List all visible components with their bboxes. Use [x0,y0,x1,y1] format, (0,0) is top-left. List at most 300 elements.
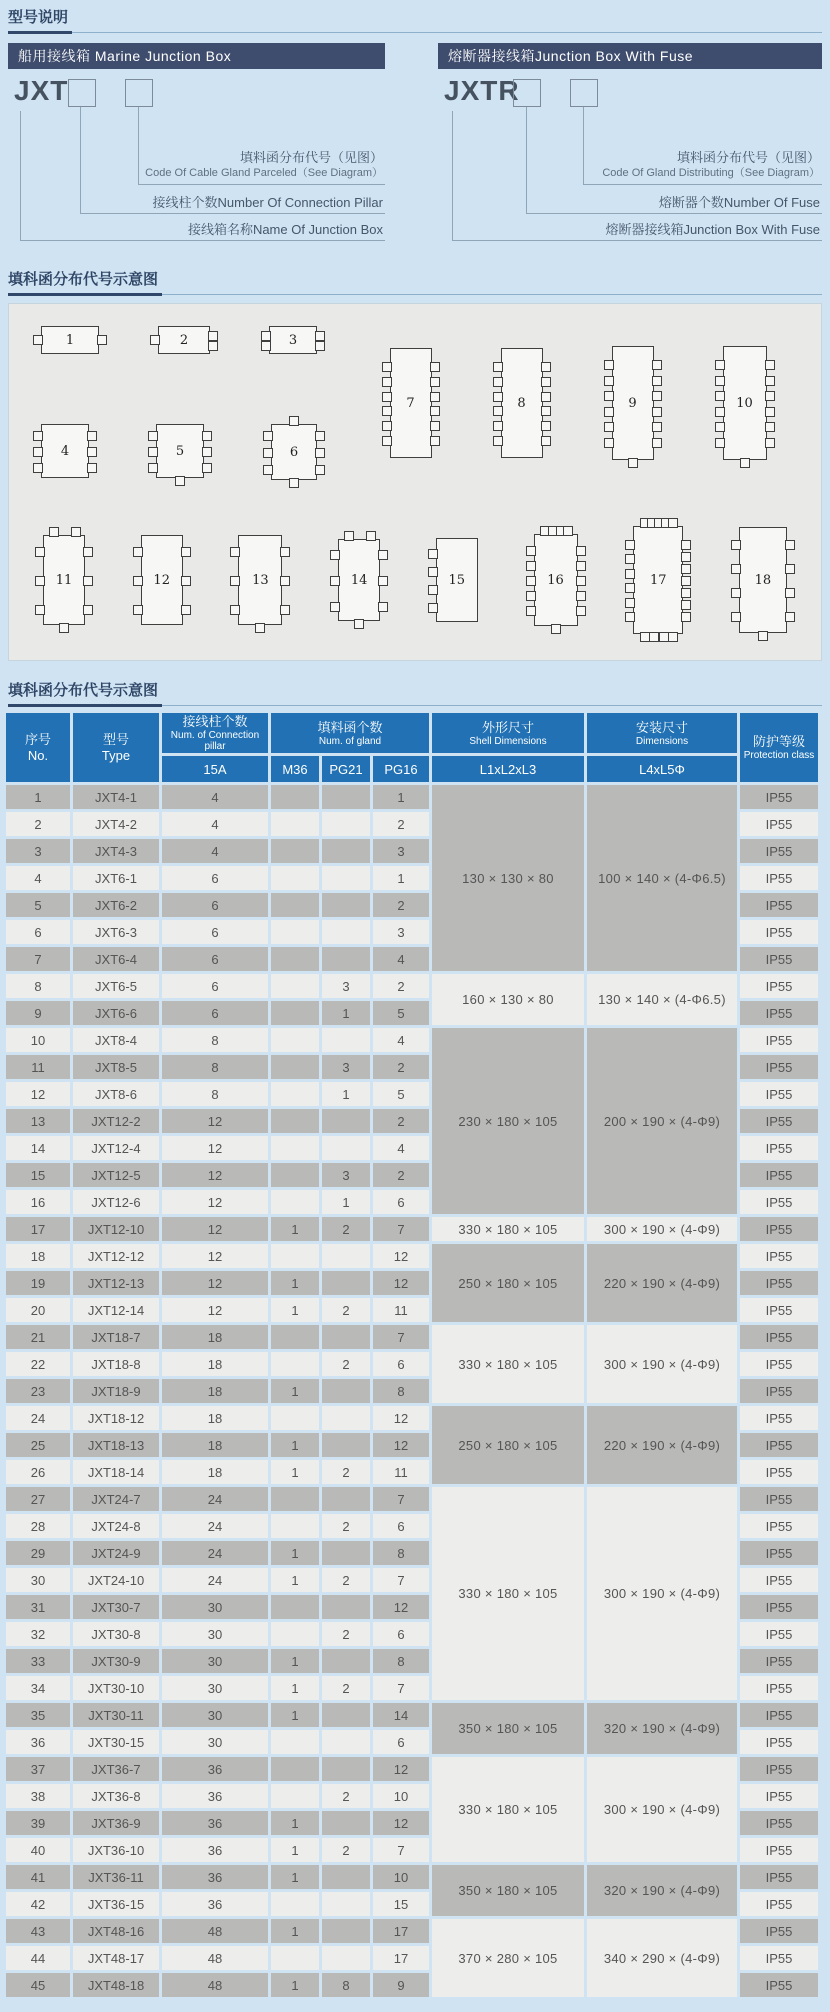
cable-gland-tab [541,362,551,372]
cell-protection-class: IP55 [740,1136,818,1160]
cable-gland-tab [382,392,392,402]
cell-15a: 24 [162,1487,268,1511]
connector-line [20,240,385,241]
cell-m36 [271,866,319,890]
cell-protection-class: IP55 [740,1379,818,1403]
connector-line [80,107,81,213]
cell-pg16: 12 [373,1811,429,1835]
gland-chip-2 [158,326,210,354]
diagram-tall-chips [329,320,801,486]
cell-m36: 1 [271,1973,319,1997]
cell-m36 [271,1487,319,1511]
table-row [6,1406,818,1430]
cell-no: 24 [6,1406,70,1430]
cell-no: 42 [6,1892,70,1916]
cable-gland-tab [576,591,586,601]
cell-m36: 1 [271,1676,319,1700]
cell-pg21: 3 [322,974,370,998]
cell-m36: 1 [271,1217,319,1241]
cell-no: 11 [6,1055,70,1079]
cable-gland-tab [428,585,438,595]
cell-m36 [271,839,319,863]
diagram-row-3 [29,520,801,640]
cable-gland-tab [148,431,158,441]
cell-m36 [271,1082,319,1106]
cell-type: JXT30-8 [73,1622,159,1646]
cell-no: 33 [6,1649,70,1673]
cable-gland-tab [430,377,440,387]
cell-pg16: 6 [373,1352,429,1376]
cable-gland-tab [378,576,388,586]
cell-15a: 8 [162,1028,268,1052]
cable-gland-tab [526,546,536,556]
cell-protection-class: IP55 [740,1541,818,1565]
cell-m36: 1 [271,1865,319,1889]
cell-type: JXT12-6 [73,1190,159,1214]
cell-shell-dimensions: 250 × 180 × 105 [432,1244,584,1322]
cell-no: 21 [6,1325,70,1349]
cable-gland-tab [681,612,691,622]
cell-pg16: 14 [373,1703,429,1727]
cable-gland-tab [625,540,635,550]
cell-15a: 30 [162,1730,268,1754]
gland-chip-number: 9 [628,395,637,411]
connector-line [452,111,453,240]
cable-gland-tab [33,431,43,441]
cell-no: 36 [6,1730,70,1754]
cell-type: JXT30-7 [73,1595,159,1619]
cell-protection-class: IP55 [740,1082,818,1106]
gland-chip-number: 2 [179,332,189,348]
cell-type: JXT8-6 [73,1082,159,1106]
cell-protection-class: IP55 [740,1784,818,1808]
cable-gland-tab [175,476,185,486]
cell-no: 23 [6,1379,70,1403]
gland-chip-14 [338,539,380,621]
cell-protection-class: IP55 [740,1838,818,1862]
cell-pg16: 6 [373,1190,429,1214]
cable-gland-tab [97,335,107,345]
cell-m36 [271,1406,319,1430]
gland-chip-number: 10 [736,395,753,411]
cell-m36 [271,947,319,971]
cable-gland-tab [625,569,635,579]
cell-15a: 12 [162,1271,268,1295]
gland-chip-number: 16 [547,572,564,588]
cell-pg21 [322,1730,370,1754]
cable-gland-tab [344,531,354,541]
cell-shell-dimensions: 330 × 180 × 105 [432,1325,584,1403]
cell-m36: 1 [271,1298,319,1322]
cell-type: JXT12-12 [73,1244,159,1268]
cable-gland-tab [652,422,662,432]
cell-m36: 1 [271,1838,319,1862]
cell-protection-class: IP55 [740,812,818,836]
cell-pg21: 1 [322,1190,370,1214]
cable-gland-tab [659,632,669,642]
cell-15a: 18 [162,1433,268,1457]
cell-no: 34 [6,1676,70,1700]
cable-gland-tab [551,624,561,634]
gland-chip-13 [238,535,282,625]
cell-protection-class: IP55 [740,1109,818,1133]
cell-m36 [271,1622,319,1646]
cell-pg21: 3 [322,1055,370,1079]
cell-m36 [271,1109,319,1133]
cell-type: JXT18-7 [73,1325,159,1349]
cell-no: 20 [6,1298,70,1322]
cell-pg16: 17 [373,1919,429,1943]
cell-15a: 18 [162,1406,268,1430]
cell-type: JXT6-6 [73,1001,159,1025]
cell-m36 [271,1001,319,1025]
cell-shell-dimensions: 350 × 180 × 105 [432,1865,584,1916]
section-title-gland-diagram [8,270,822,295]
cable-gland-tab [263,448,273,458]
cable-gland-tab [378,602,388,612]
cable-gland-tab [625,612,635,622]
cell-type: JXT48-17 [73,1946,159,1970]
cell-no: 8 [6,974,70,998]
cell-pg16: 8 [373,1379,429,1403]
cell-protection-class: IP55 [740,1028,818,1052]
cell-m36 [271,1514,319,1538]
cell-pg16: 8 [373,1541,429,1565]
subheader-15a: 15A [162,756,268,782]
cable-gland-tab [668,632,678,642]
cable-gland-tab [181,605,191,615]
gland-chip-number: 6 [289,444,299,460]
cell-mounting-dimensions: 320 × 190 × (4-Φ9) [587,1865,737,1916]
cell-m36 [271,1730,319,1754]
cell-protection-class: IP55 [740,1352,818,1376]
cell-no: 16 [6,1190,70,1214]
cable-gland-tab [731,540,741,550]
cell-m36 [271,1946,319,1970]
cable-gland-tab [49,527,59,537]
cell-no: 28 [6,1514,70,1538]
model-code-jxt: JXT [14,75,69,106]
cable-gland-tab [526,606,536,616]
cable-gland-tab [280,605,290,615]
cell-15a: 12 [162,1190,268,1214]
cable-gland-tab [230,605,240,615]
section-title-model-description [8,8,822,33]
cell-no: 30 [6,1568,70,1592]
cell-no: 6 [6,920,70,944]
cell-m36: 1 [271,1460,319,1484]
cable-gland-tab [625,598,635,608]
cable-gland-tab [576,561,586,571]
cell-pg16: 6 [373,1730,429,1754]
cell-protection-class: IP55 [740,1730,818,1754]
table-row [6,1703,818,1727]
callout-box-name: 熔断器接线箱Junction Box With Fuse [605,222,820,237]
cable-gland-tab [493,421,503,431]
panel-title-marine: 船用接线箱 Marine Junction Box [8,43,385,69]
gland-chip-number: 14 [350,572,368,588]
cell-pg21: 2 [322,1298,370,1322]
section-title-text: 型号说明 [8,8,72,34]
cell-no: 32 [6,1622,70,1646]
cell-15a: 24 [162,1568,268,1592]
cell-pg16: 3 [373,920,429,944]
cell-protection-class: IP55 [740,1892,818,1916]
cell-pg21: 2 [322,1217,370,1241]
cable-gland-tab [83,576,93,586]
cable-gland-tab [428,567,438,577]
cable-gland-tab [625,583,635,593]
cell-pg16: 7 [373,1676,429,1700]
cable-gland-tab [731,588,741,598]
cell-type: JXT30-9 [73,1649,159,1673]
cell-pg21 [322,1028,370,1052]
cell-protection-class: IP55 [740,1568,818,1592]
cell-protection-class: IP55 [740,1190,818,1214]
cell-protection-class: IP55 [740,1487,818,1511]
cell-15a: 30 [162,1703,268,1727]
cell-pg16: 8 [373,1649,429,1673]
cell-type: JXT6-4 [73,947,159,971]
spec-table-body [6,785,818,1997]
cell-pg21 [322,1541,370,1565]
cell-protection-class: IP55 [740,1433,818,1457]
panel-body-marine [8,69,385,254]
cable-gland-tab [430,436,440,446]
gland-chip-12 [141,535,183,625]
cable-gland-tab [330,550,340,560]
cell-type: JXT6-2 [73,893,159,917]
cable-gland-tab [652,438,662,448]
cell-no: 41 [6,1865,70,1889]
cable-gland-tab [681,564,691,574]
cell-protection-class: IP55 [740,1757,818,1781]
subheader-l4l5: L4xL5Φ [587,756,737,782]
diagram-upper-zone [29,320,801,486]
cell-15a: 6 [162,920,268,944]
callout-box-name: 接线箱名称Name Of Junction Box [187,222,383,237]
cell-no: 29 [6,1541,70,1565]
cell-no: 25 [6,1433,70,1457]
cell-pg16: 3 [373,839,429,863]
cell-protection-class: IP55 [740,1001,818,1025]
cell-15a: 30 [162,1622,268,1646]
cable-gland-tab [493,377,503,387]
cell-pg21: 2 [322,1514,370,1538]
cell-15a: 36 [162,1865,268,1889]
cell-pg21: 3 [322,1163,370,1187]
cell-15a: 4 [162,785,268,809]
cable-gland-tab [263,465,273,475]
diagram-row-1 [29,326,329,354]
cell-shell-dimensions: 130 × 130 × 80 [432,785,584,971]
cell-mounting-dimensions: 320 × 190 × (4-Φ9) [587,1703,737,1754]
cable-gland-tab [261,331,271,341]
cell-15a: 6 [162,974,268,998]
cell-type: JXT12-14 [73,1298,159,1322]
cable-gland-tab [71,527,81,537]
cell-type: JXT48-16 [73,1919,159,1943]
cell-protection-class: IP55 [740,866,818,890]
gland-chip-4 [41,424,89,478]
gland-chip-15 [436,538,478,622]
cable-gland-tab [230,576,240,586]
cell-pg21 [322,947,370,971]
cell-pg21 [322,1919,370,1943]
connector-line [452,240,822,241]
cable-gland-tab [604,422,614,432]
cell-pg16: 2 [373,1055,429,1079]
cable-gland-tab [668,518,678,528]
cell-pg16: 2 [373,1163,429,1187]
cable-gland-tab [681,552,691,562]
cell-protection-class: IP55 [740,1676,818,1700]
cable-gland-tab [715,376,725,386]
spec-table [3,710,821,2000]
panel-body-fuse [438,69,822,254]
cell-type: JXT36-9 [73,1811,159,1835]
cable-gland-tab [382,362,392,372]
cell-pg21: 1 [322,1001,370,1025]
cell-protection-class: IP55 [740,1460,818,1484]
section-title-spec-table [8,681,822,706]
cell-pg16: 4 [373,947,429,971]
cell-no: 5 [6,893,70,917]
cable-gland-tab [681,540,691,550]
cable-gland-tab [604,391,614,401]
cell-15a: 12 [162,1136,268,1160]
cell-no: 44 [6,1946,70,1970]
cell-type: JXT30-15 [73,1730,159,1754]
cell-m36: 1 [271,1649,319,1673]
cell-15a: 12 [162,1298,268,1322]
cable-gland-tab [493,362,503,372]
gland-chip-number: 11 [55,572,73,588]
cable-gland-tab [604,438,614,448]
table-row [6,1217,818,1241]
cell-no: 1 [6,785,70,809]
cell-no: 31 [6,1595,70,1619]
cell-pg21 [322,1703,370,1727]
cell-pg21: 2 [322,1352,370,1376]
cell-no: 27 [6,1487,70,1511]
cell-protection-class: IP55 [740,1244,818,1268]
gland-chip-16 [534,534,578,626]
cell-type: JXT12-2 [73,1109,159,1133]
cell-shell-dimensions: 350 × 180 × 105 [432,1703,584,1754]
cable-gland-tab [181,547,191,557]
cable-gland-tab [604,407,614,417]
cell-pg16: 7 [373,1568,429,1592]
cell-shell-dimensions: 160 × 130 × 80 [432,974,584,1025]
cell-type: JXT30-10 [73,1676,159,1700]
cell-pg16: 7 [373,1838,429,1862]
gland-chip-number: 1 [65,332,75,348]
cable-gland-tab [315,431,325,441]
cell-15a: 12 [162,1109,268,1133]
cell-pg21 [322,1757,370,1781]
cell-15a: 6 [162,947,268,971]
callout-gland-code: 填料函分布代号（见图） Code Of Gland Distributing（See Diagram） [602,150,820,179]
cell-15a: 30 [162,1595,268,1619]
cell-mounting-dimensions: 340 × 290 × (4-Φ9) [587,1919,737,1997]
cable-gland-tab [150,335,160,345]
cell-m36: 1 [271,1568,319,1592]
cell-15a: 30 [162,1676,268,1700]
cell-type: JXT48-18 [73,1973,159,1997]
cell-m36 [271,1055,319,1079]
cell-type: JXT12-4 [73,1136,159,1160]
cell-m36 [271,1784,319,1808]
cell-pg21 [322,785,370,809]
cell-pg21: 2 [322,1676,370,1700]
cable-gland-tab [681,576,691,586]
cable-gland-tab [428,549,438,559]
cell-pg16: 10 [373,1784,429,1808]
cell-no: 19 [6,1271,70,1295]
cell-15a: 30 [162,1649,268,1673]
cell-no: 17 [6,1217,70,1241]
cell-m36: 1 [271,1379,319,1403]
cell-protection-class: IP55 [740,1514,818,1538]
cell-protection-class: IP55 [740,1811,818,1835]
table-row [6,1244,818,1268]
cell-shell-dimensions: 330 × 180 × 105 [432,1217,584,1241]
cell-no: 45 [6,1973,70,1997]
cell-mounting-dimensions: 300 × 190 × (4-Φ9) [587,1757,737,1862]
cell-mounting-dimensions: 200 × 190 × (4-Φ9) [587,1028,737,1214]
cable-gland-tab [652,376,662,386]
cable-gland-tab [133,576,143,586]
cell-pg21 [322,839,370,863]
cell-mounting-dimensions: 300 × 190 × (4-Φ9) [587,1487,737,1700]
cell-type: JXT12-10 [73,1217,159,1241]
model-code-jxtr: JXTR [444,75,520,106]
cable-gland-tab [758,631,768,641]
cell-protection-class: IP55 [740,1271,818,1295]
cell-type: JXT4-1 [73,785,159,809]
gland-chip-number: 7 [406,395,415,411]
connector-line [80,213,385,214]
cell-15a: 12 [162,1217,268,1241]
cell-no: 3 [6,839,70,863]
cell-m36 [271,1244,319,1268]
connector-line [583,107,584,184]
cell-type: JXT24-9 [73,1541,159,1565]
cell-protection-class: IP55 [740,1406,818,1430]
cell-protection-class: IP55 [740,920,818,944]
cable-gland-tab [541,406,551,416]
cell-15a: 48 [162,1946,268,1970]
cell-pg21 [322,1433,370,1457]
gland-chip-number: 12 [153,572,170,588]
cable-gland-tab [382,406,392,416]
cable-gland-tab [576,606,586,616]
cell-m36: 1 [271,1541,319,1565]
cable-gland-tab [148,463,158,473]
cell-mounting-dimensions: 300 × 190 × (4-Φ9) [587,1217,737,1241]
cell-type: JXT4-2 [73,812,159,836]
cell-protection-class: IP55 [740,1217,818,1241]
cell-pg16: 4 [373,1028,429,1052]
section-title-text: 填科函分布代号示意图 [8,270,162,296]
cell-type: JXT18-13 [73,1433,159,1457]
cell-type: JXT36-10 [73,1838,159,1862]
cable-gland-tab [715,391,725,401]
code-box-pillar-count [68,79,96,107]
cell-15a: 18 [162,1352,268,1376]
cell-15a: 18 [162,1325,268,1349]
